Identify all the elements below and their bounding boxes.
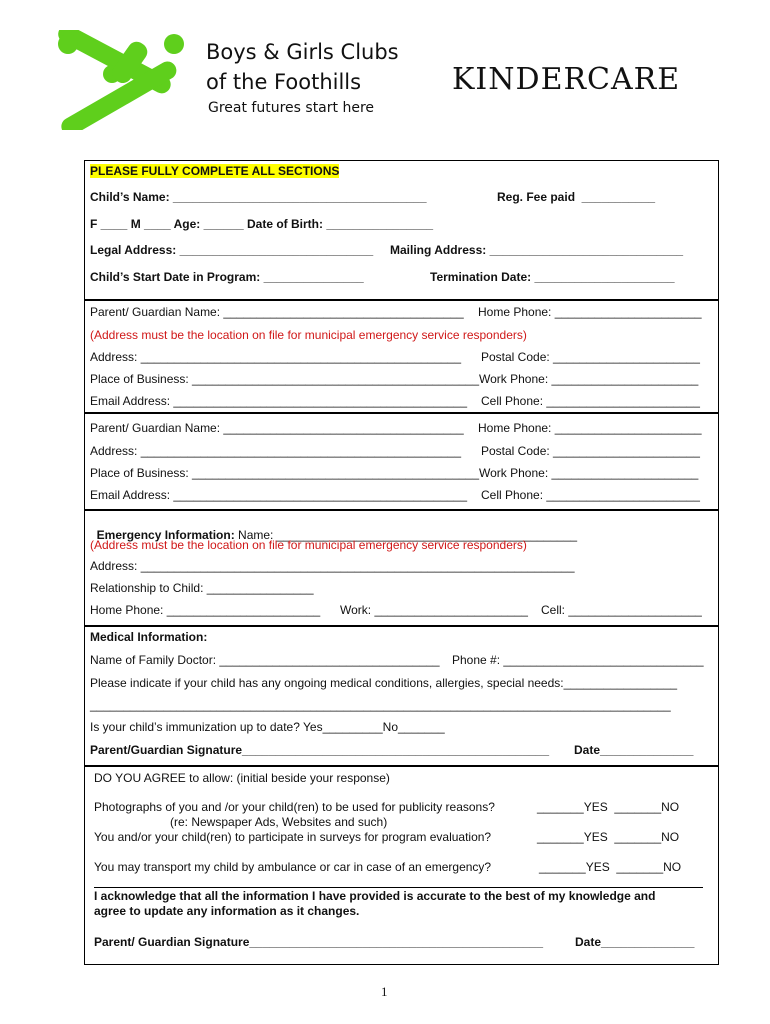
parent2-name-field[interactable]: Parent/ Guardian Name: ____________________________________ [90, 421, 464, 435]
start-date-field[interactable]: Child’s Start Date in Program: _______________ [90, 270, 364, 284]
parent2-work-phone-field[interactable]: Work Phone: ______________________ [479, 466, 699, 480]
parent1-home-phone-field[interactable]: Home Phone: ______________________ [478, 305, 702, 319]
parent1-work-phone-field[interactable]: Work Phone: ______________________ [479, 372, 699, 386]
parent1-name-field[interactable]: Parent/ Guardian Name: ____________________________________ [90, 305, 464, 319]
medical-date-field[interactable]: Date______________ [574, 743, 694, 757]
parent1-business-field[interactable]: Place of Business: ___________________________________________ [90, 372, 480, 386]
section-heading: PLEASE FULLY COMPLETE ALL SECTIONS [90, 164, 340, 178]
medical-signature-field[interactable]: Parent/Guardian Signature______________________________________________ [90, 743, 550, 757]
page-number: 1 [381, 984, 388, 999]
parent2-email-field[interactable]: Email Address: ____________________________________________ [90, 488, 468, 502]
emergency-home-phone-field[interactable]: Home Phone: _______________________ [90, 603, 321, 617]
termination-date-field[interactable]: Termination Date: _____________________ [430, 270, 675, 284]
emergency-work-field[interactable]: Work: _______________________ [340, 603, 528, 617]
doctor-phone-field[interactable]: Phone #: ______________________________ [452, 653, 704, 667]
surveys-response[interactable]: _______YES _______NO [537, 830, 680, 844]
parent1-email-field[interactable]: Email Address: ____________________________________________ [90, 394, 468, 408]
mailing-address-field[interactable]: Mailing Address: _____________________________ [390, 243, 684, 257]
kindercare-logo: KINDERCARE [452, 62, 681, 97]
parent1-address-note: (Address must be the location on file for municipal emergency service responders) [90, 328, 527, 342]
family-doctor-field[interactable]: Name of Family Doctor: _________________________________ [90, 653, 440, 667]
tagline: Great futures start here [208, 100, 375, 116]
transport-question: You may transport my child by ambulance or car in case of an emergency? [94, 860, 492, 874]
org-name-line2: of the Foothills [206, 70, 362, 94]
parent1-cell-phone-field[interactable]: Cell Phone: _______________________ [481, 394, 700, 408]
emergency-address-field[interactable]: Address: _________________________________________________________________ [90, 559, 575, 573]
acknowledgement-divider [94, 887, 703, 888]
parent2-home-phone-field[interactable]: Home Phone: ______________________ [478, 421, 702, 435]
emergency-relationship-field[interactable]: Relationship to Child: ________________ [90, 581, 314, 595]
acknowledgement-line1: I acknowledge that all the information I have provided is accurate to the best of my knowledge and [94, 889, 656, 903]
medical-label: Medical Information: [90, 630, 208, 644]
photos-question: Photographs of you and /or your child(ren) to be used for publicity reasons? [94, 800, 495, 814]
parent2-postal-code-field[interactable]: Postal Code: ______________________ [481, 444, 700, 458]
emergency-name-field[interactable]: Name: _____________________________________________ [234, 528, 578, 542]
parent1-postal-code-field[interactable]: Postal Code: ______________________ [481, 350, 700, 364]
org-name-line1: Boys & Girls Clubs [206, 40, 399, 64]
emergency-address-note: (Address must be the location on file for municipal emergency service responders) [90, 538, 527, 552]
bgc-logo-icon [50, 30, 190, 130]
emergency-cell-field[interactable]: Cell: ____________________ [541, 603, 702, 617]
emergency-label: Emergency Information: [96, 528, 235, 542]
consent-signature-field[interactable]: Parent/ Guardian Signature____________________________________________ [94, 935, 544, 949]
medical-conditions-field[interactable]: Please indicate if your child has any ongoing medical conditions, allergies, special needs:_________________ [90, 676, 678, 690]
immunization-field[interactable]: Is your child’s immunization up to date? Yes_________No_______ [90, 720, 445, 734]
surveys-question: You and/or your child(ren) to participate in surveys for program evaluation? [94, 830, 492, 844]
acknowledgement-line2: agree to update any information as it changes. [94, 904, 360, 918]
legal-address-field[interactable]: Legal Address: _____________________________ [90, 243, 374, 257]
photos-subtext: (re: Newspaper Ads, Websites and such) [170, 815, 388, 829]
photos-response[interactable]: _______YES _______NO [537, 800, 680, 814]
consent-heading: DO YOU AGREE to allow: (initial beside your response) [94, 771, 390, 785]
parent1-address-field[interactable]: Address: ________________________________________________ [90, 350, 462, 364]
sex-age-dob-field[interactable]: F ____ M ____ Age: ______ Date of Birth: ________________ [90, 217, 434, 231]
reg-fee-field[interactable]: Reg. Fee paid ___________ [497, 190, 656, 204]
parent2-cell-phone-field[interactable]: Cell Phone: _______________________ [481, 488, 700, 502]
medical-conditions-extra-line[interactable]: _______________________________________________________________________________________ [90, 698, 671, 712]
parent2-address-field[interactable]: Address: ________________________________________________ [90, 444, 462, 458]
transport-response[interactable]: _______YES _______NO [539, 860, 682, 874]
parent2-business-field[interactable]: Place of Business: ___________________________________________ [90, 466, 480, 480]
child-name-field[interactable]: Child’s Name: ______________________________________ [90, 190, 427, 204]
consent-date-field[interactable]: Date______________ [575, 935, 695, 949]
